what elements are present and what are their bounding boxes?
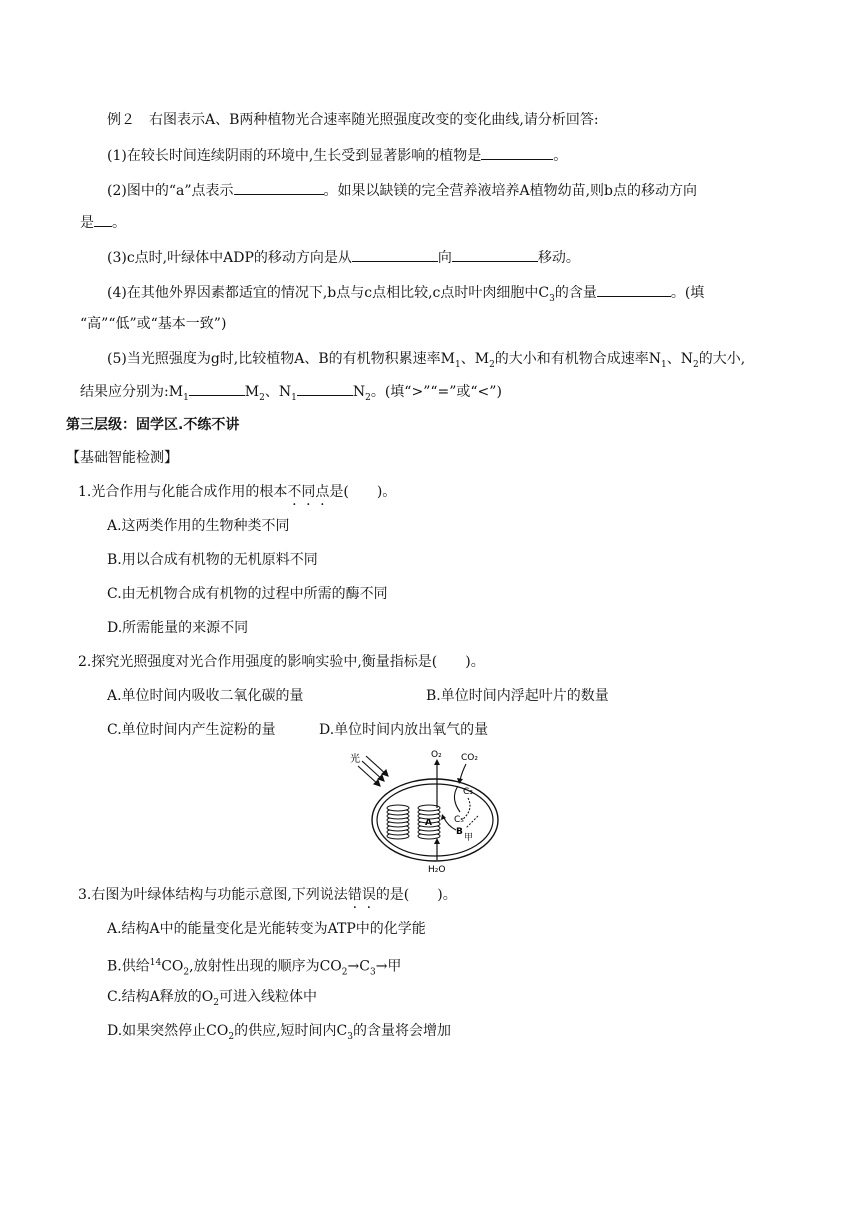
chloroplast-diagram [340, 748, 530, 874]
ex2-q3: (3)c点时,叶绿体中ADP的移动方向是从 向 移动。 [107, 247, 580, 268]
answer-blank[interactable] [234, 180, 324, 195]
mc2-option-b[interactable]: B.单位时间内浮起叶片的数量 [426, 688, 609, 704]
mc1-option-b[interactable]: B.用以合成有机物的无机原料不同 [107, 552, 318, 568]
answer-blank[interactable] [452, 247, 538, 262]
answer-blank[interactable] [297, 381, 353, 396]
mc2-option-d[interactable]: D.单位时间内放出氧气的量 [319, 722, 489, 738]
answer-blank[interactable] [94, 212, 112, 227]
ex2-q1: (1)在较长时间连续阴雨的环境中,生长受到显著影响的植物是 。 [107, 145, 567, 166]
answer-blank[interactable] [481, 145, 553, 160]
mc3-option-c[interactable]: C.结构A释放的$O_2$可进入线粒体中 [107, 989, 317, 1008]
mc3-option-b[interactable]: B.供给$^{14}CO_2$,放射性出现的顺序为$CO_2\to C_3\to$甲 [107, 958, 402, 978]
label-co2: CO₂ [461, 753, 478, 763]
ex2-q5: (5)当光照强度为g时,比较植物A、B的有机物积累速率$M_1$、$M_2$的大小和有机物合成速率$N_1$、$N_2$的大小, [107, 351, 746, 370]
label-o2: O₂ [431, 750, 442, 760]
answer-blank[interactable] [189, 381, 245, 396]
mc2-option-c[interactable]: C.单位时间内产生淀粉的量 [107, 722, 276, 738]
label-c5: C₅ [454, 815, 464, 825]
ex2-intro: 例２ 右图表示A、B两种植物光合速率随光照强度改变的变化曲线,请分析回答: [107, 112, 599, 128]
answer-blank[interactable] [352, 247, 438, 262]
mc3-option-d[interactable]: D.如果突然停止$CO_2$的供应,短时间内$C_3$的含量将会增加 [107, 1023, 452, 1042]
section-title: 第三层级：固学区.不练不讲 [66, 417, 240, 433]
ex2-q4: (4)在其他外界因素都适宜的情况下,b点与c点相比较,c点时叶肉细胞中$C_3$的含量 。(填 [107, 282, 704, 309]
ex2-q2-cont: 是 。 [80, 212, 126, 233]
label-jia: 甲 [464, 833, 474, 843]
label-b: B [456, 827, 463, 837]
label-a: A [425, 818, 432, 828]
section-subtitle: 【基础智能检测】 [66, 450, 178, 466]
mc1-stem: 1.光合作用与化能合成作用的根本不同点是( )。 [78, 484, 397, 500]
mc1-option-a[interactable]: A.这两类作用的生物种类不同 [107, 518, 290, 534]
mc2-stem: 2.探究光照强度对光合作用强度的影响实验中,衡量指标是( )。 [78, 654, 485, 670]
label-c3: C₃ [463, 787, 473, 797]
label-light: 光 [350, 754, 360, 765]
mc1-option-d[interactable]: D.所需能量的来源不同 [107, 620, 249, 636]
ex2-q5-cont: 结果应分别为$:M_1$ $M_2$、$N_1$ $N_2$。(填“>”“=”或“<”) [80, 381, 502, 408]
mc3-stem: 3.右图为叶绿体结构与功能示意图,下列说法错误的是( )。 [78, 887, 457, 903]
ex2-q2: (2)图中的“a”点表示 。如果以缺镁的完全营养液培养A植物幼苗,则b点的移动方向 [107, 180, 697, 201]
mc1-option-c[interactable]: C.由无机物合成有机物的过程中所需的酶不同 [107, 586, 388, 602]
ex2-q4-cont: “高”“低”或“基本一致”) [80, 316, 227, 332]
mc2-option-a[interactable]: A.单位时间内吸收二氧化碳的量 [107, 688, 304, 704]
answer-blank[interactable] [597, 282, 671, 297]
mc3-option-a[interactable]: A.结构A中的能量变化是光能转变为ATP中的化学能 [107, 921, 426, 937]
label-h2o: H₂O [428, 865, 446, 874]
